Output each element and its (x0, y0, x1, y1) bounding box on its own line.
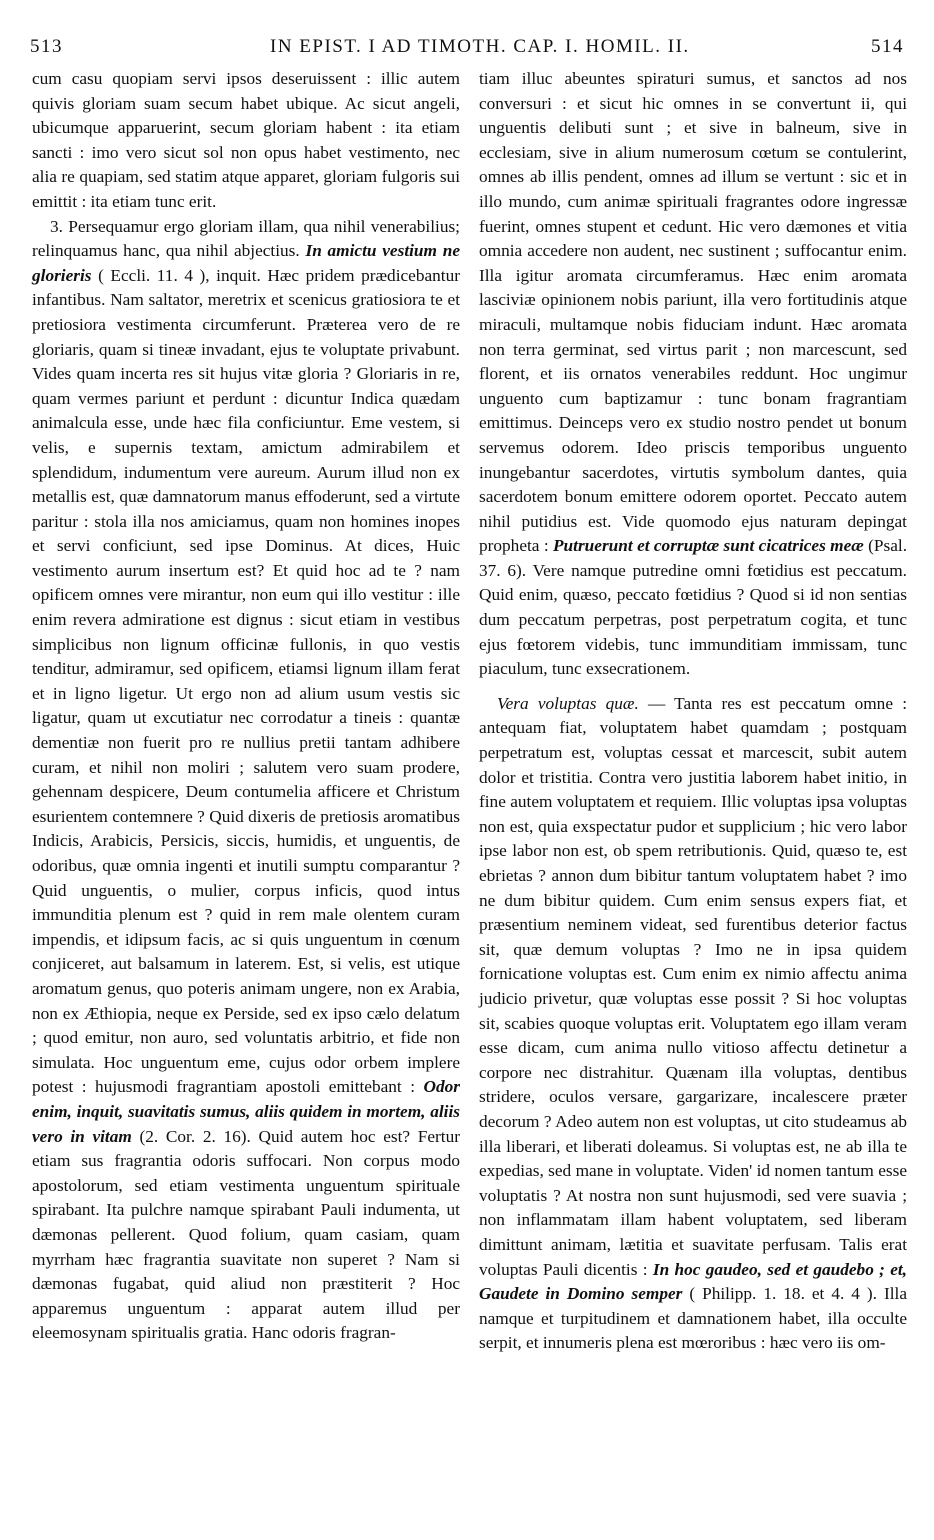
paragraph-text: ( Eccli. 11. 4 ), inquit. Hæc pridem prædicebantur infantibus. Nam saltator, meretrix et scenicus gratiosiora te et pretiosiora vestimenta circumferunt. Præterea vero de re gloriaris, quam si tineæ invadant, ejus te voluptate privabunt. Vides quam incerta res sit hujus vitæ gloria ? Gloriaris in re, quam vermes pariunt et perdunt : dicuntur Indica quædam animalcula esse, unde hæc fila conficiuntur. Eme vestem, si velis, e supernis textam, amictum admirabilem et splendidum, indumentum vere aureum. Aurum illud non ex metallis est, quæ damnatorum manus effoderunt, sed a virtute paritur : stola illa nos amiciamus, quam non homines inopes et servi conficiunt, sed ipse Dominus. At dices, Huic vestimento aurum insertum est? Et quid hoc ad te ? nam opificem omnes vere mirantur, non eum qui illo vestitur : ille enim revera admiratione est dignus : sicut etiam in vestibus simplicibus non lignum officinæ fullonis, in quo vestis tenditur, admiramur, sed opificem, etiamsi lignum illam ferat et in ligno ligetur. Ut ergo non ad alium usum vestis sic ligatur, quam ut excutiatur nec corrodatur a tineis : quantæ dementiæ non fuerit pro re nullius pretii tantam adhibere curam, et nihil non moliri ; salutem vero suam prodere, gehennam despicere, Deum contumelia afficere et Christum esurientem contemnere ? Quid dixeris de pretiosis aromatibus Indicis, Arabicis, Persicis, siccis, humidis, et unguentis, de odoribus, quæ omnia ingenti et inutili sumptu comparantur ? Quid unguentis, o mulier, corpus inficis, quod intus immunditia plenum est ? quid in rem male olentem curam impendis, et idipsum facis, ac si quis unguentum in cœnum conjiceret, aut balsamum in laterem. Est, si velis, est utique aromatum genus, quo poteris animam ungere, non ex Arabia, non ex Æthiopia, neque ex Perside, sed ex ipso cælo delatum ; quod emitur, non auro, sed voluntatis arbitrio, et fide non simulata. Hoc unguentum eme, cujus odor orbem implere potest : hujusmodi fragrantiam apostoli emittebant : (32, 265, 460, 1097)
page-number-right: 514 (871, 36, 904, 57)
paragraph-text: tiam illuc abeuntes spiraturi sumus, et sanctos ad nos conversuri : et sicut hic omnes in se convertunt ii, qui unguentis delibuti sunt ; et sive in balneum, sive in ecclesiam, sive in alium numerosum cœtum se contulerint, omnes ab illis pendent, omnes ad illum se vertunt : sic et in illo mundo, cum animæ spirituali fragrantes odore ingressæ fuerint, omnes stupent et cedunt. Hic vero dæmones et vitia omnia accedere non audent, nec sustinent ; suffocantur enim. Illa igitur aromata circumferamus. Hæc enim aromata lasciviæ opinionem nobis pariunt, illa vero fortitudinis atque miraculi, multamque nobis fiduciam indunt. Hæc aromata non terra germinat, sed virtus parit ; non marcescunt, sed florent, et iis ornatos venerabiles reddunt. Hoc ungimur unguento cum baptizamur : tunc bonam fragrantiam emittimus. Deinceps vero ex studio nostro pendet ut bonum servemus odorem. Ideo priscis temporibus unguento inungebantur sacerdotes, virtutis symbolum dantes, quia sacerdotem bonum emittere odorem oportet. Peccato autem nihil putidius est. Vide quomodo ejus naturam depingat propheta : (479, 69, 907, 556)
paragraph (32, 215, 460, 1346)
section-heading: Vera voluptas quæ. (497, 693, 639, 713)
paragraph-text: (2. Cor. 2. 16). Quid autem hoc est? Fertur etiam sus fragrantia odoris suffocari. Non corpus modo apostolorum, sed etiam vestimenta unguentum spirituale spirabant. Ita pulchre namque spirabant Pauli indumenta, ut dæmonas pellerent. Quod folium, quam casiam, quam myrrham hæc fragrantia suavitate non superet ? Nam si dæmonas fugabat, quid aliud non præstiterit ? Hoc apparemus unguentum : apparat autem illud per eleemosynam spiritualis gratia. Hanc odoris fragran- (32, 1126, 460, 1343)
paragraph (479, 67, 907, 682)
page-number-left: 513 (30, 36, 63, 57)
scripture-citation: Odor enim, inquit, suavitatis sumus, aliis quidem in mortem, aliis vero in vitam (32, 1077, 460, 1146)
paragraph-text: (Psal. 37. 6). Vere namque putredine omni fœtidius est peccatum. Quid enim, quæso, peccato fœtidius ? Quod si id non sentias dum peccatum perpetras, post perpetratum cogita, et tunc ejus fœtorem videbis, tunc immunditiam immissam, tunc piaculum, tunc exsecrationem. (479, 536, 908, 679)
paragraph-text: ( Philipp. 1. 18. et 4. 4 ). Illa namque et turpitudinem et damnationem habet, illa occulte serpit, et innumeris plena est mœroribus : hæc vero iis om- (479, 1284, 907, 1353)
right-column (479, 67, 907, 1356)
scripture-citation: In hoc gaudeo, sed et gaudebo ; et, Gaudete in Domino semper (479, 1259, 907, 1304)
scripture-citation: In amictu vestium ne glorieris (32, 241, 460, 285)
scripture-citation: Putruerunt et corruptæ sunt cicatrices meæ (552, 536, 864, 556)
running-title: IN EPIST. I AD TIMOTH. CAP. I. HOMIL. II. (270, 36, 690, 57)
paragraph-text: — Tanta res est peccatum omne : antequam fiat, voluptatem habet quamdam ; postquam perpetratum est, voluptas cessat et marcescit, subit autem dolor et tristitia. Contra vero justitia laborem habet initio, in fine autem voluptatem et requiem. Illic voluptas ipsa voluptas non est, quia exspectatur pudor et supplicium ; hic vero labor ipse labor non est, ob spem retributionis. Quid, quæso te, est ebrietas ? annon dum bibitur tantum voluptatem habet ? imo ne dum bibitur quidem. Cum enim sensus expers fiat, et præsentium neminem videat, sed furentibus deterior factus sit, quæ demum voluptas ? Imo ne in ipsa quidem fornicatione voluptas est. Cum enim ex nimio affectu anima judicio privetur, quæ voluptas esse possit ? Si hoc voluptas sit, scabies quoque voluptas erit. Voluptatem ego illam veram esse dicam, cum anima nullo vitioso affectu detinetur a corpore nec distrahitur. Quænam illa voluptas, dentibus stridere, oculos versare, gargarizare, incalescere præter decorum ? Adeo autem non est voluptas, ut cito studeamus ab illa liberari, et liberati doleamus. Si voluptas est, ne ab illa te expedias, sed mane in voluptate. Viden' id nomen tantum esse voluptatis ? At nostra non sunt hujusmodi, sed vere suavia ; non inflammatam illam habent voluptatem, sed liberam dimittunt animam, lætitia et suavitate perfusam. Talis erat voluptas Pauli dicentis : (479, 693, 907, 1279)
paragraph: cum casu quopiam servi ipsos deseruissent : illic autem quivis gloriam suam secum habet ubique. Ac sicut angeli, ubicumque apparuerint, secum gloriam habent : ita etiam sancti : imo vero sicut sol non opus habet vestimento, nec alia re quapiam, sed statim atque apparet, gloriam fulgoris sui emittit : ita etiam tunc erit. (32, 69, 460, 211)
paragraph (479, 692, 907, 1356)
paragraph-text: 3. Persequamur ergo gloriam illam, qua nihil venerabilius; relinquamus hanc, qua nihil abjectius. (32, 216, 460, 261)
running-header (30, 36, 904, 66)
left-column (32, 67, 460, 1346)
